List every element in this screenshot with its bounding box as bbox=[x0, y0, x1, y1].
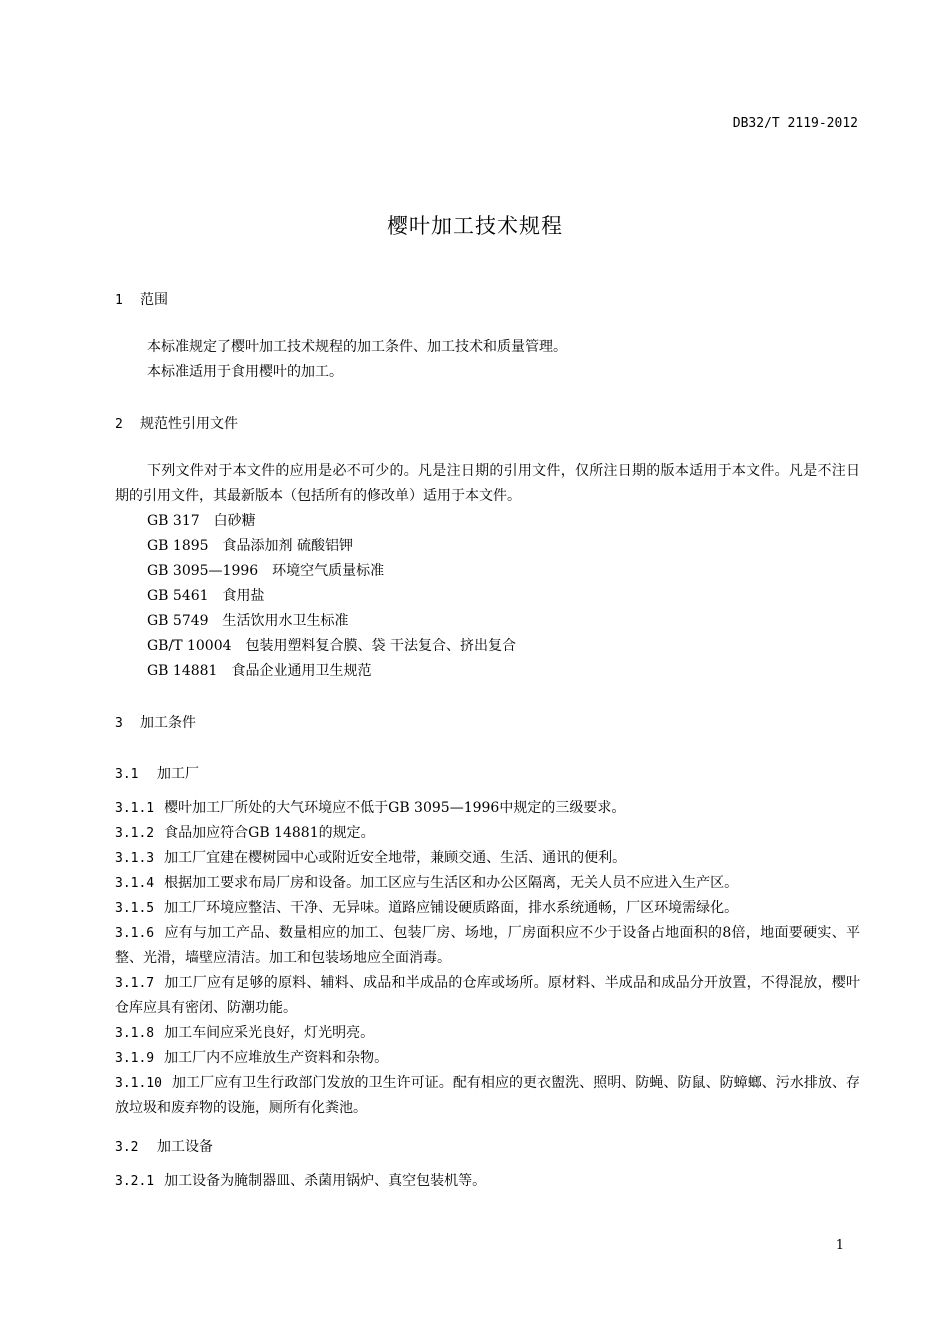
section-heading-3 bbox=[115, 712, 860, 732]
paragraph: 下列文件对于本文件的应用是必不可少的。凡是注日期的引用文件，仅所注日期的版本适用于本文件。凡是不注日期的引用文件，其最新版本（包括所有的修改单）适用于本文件。 bbox=[115, 463, 860, 504]
clause-text: 樱叶加工厂所处的大气环境应不低于GB 3095—1996中规定的三级要求。 bbox=[164, 800, 626, 816]
clause bbox=[115, 796, 860, 821]
reference-item: GB/T 10004 包装用塑料复合膜、袋 干法复合、挤出复合 bbox=[147, 638, 516, 654]
paragraph: 本标准适用于食用樱叶的加工。 bbox=[147, 364, 343, 380]
clause-number: 3.1.2 bbox=[115, 826, 155, 841]
clause-number: 3.1.10 bbox=[115, 1076, 162, 1091]
clause-text: 加工厂环境应整洁、干净、无异味。道路应铺设硬质路面，排水系统通畅，厂区环境需绿化。 bbox=[164, 900, 739, 916]
section-number: 3 bbox=[115, 716, 123, 731]
clause-number: 3.1.9 bbox=[115, 1051, 155, 1066]
clause-text: 加工厂应有足够的原料、辅料、成品和半成品的仓库或场所。原材料、半成品和成品分开放置，不得混放，樱叶仓库应具有密闭、防潮功能。 bbox=[115, 975, 860, 1016]
page-number: 1 bbox=[835, 1238, 844, 1253]
section-title: 加工条件 bbox=[140, 715, 196, 731]
subsection-heading-3-1 bbox=[115, 763, 860, 783]
clause-text: 食品加应符合GB 14881的规定。 bbox=[164, 825, 375, 841]
reference-item: GB 5749 生活饮用水卫生标准 bbox=[147, 613, 349, 629]
document-code: DB32/T 2119-2012 bbox=[732, 116, 858, 131]
section-number: 1 bbox=[115, 293, 123, 308]
section-heading-1 bbox=[115, 289, 860, 309]
clause-text: 加工厂宜建在樱树园中心或附近安全地带，兼顾交通、生活、通讯的便利。 bbox=[164, 850, 627, 866]
clause-number: 3.1.3 bbox=[115, 851, 155, 866]
clause-number: 3.1.8 bbox=[115, 1026, 155, 1041]
clause bbox=[115, 871, 860, 896]
clause bbox=[115, 821, 860, 846]
reference-item: GB 1895 食品添加剂 硫酸铝钾 bbox=[147, 538, 354, 554]
section-title: 范围 bbox=[140, 292, 168, 308]
clause-number: 3.2.1 bbox=[115, 1174, 155, 1189]
clause bbox=[115, 1021, 860, 1046]
reference-item: GB 14881 食品企业通用卫生规范 bbox=[147, 663, 372, 679]
clause-text: 加工车间应采光良好，灯光明亮。 bbox=[164, 1025, 375, 1041]
document-title: 樱叶加工技术规程 bbox=[387, 214, 563, 238]
clause bbox=[115, 846, 860, 871]
clause bbox=[115, 1071, 860, 1121]
section-title: 规范性引用文件 bbox=[140, 416, 238, 432]
clause-number: 3.1.7 bbox=[115, 976, 155, 991]
reference-item: GB 317 白砂糖 bbox=[147, 513, 256, 529]
reference-item: GB 5461 食用盐 bbox=[147, 588, 265, 604]
section-number: 2 bbox=[115, 417, 123, 432]
subsection-title: 加工厂 bbox=[157, 766, 199, 782]
subsection-heading-3-2 bbox=[115, 1136, 860, 1156]
clause bbox=[115, 896, 860, 921]
clause-text: 根据加工要求布局厂房和设备。加工区应与生活区和办公区隔离，无关人员不应进入生产区。 bbox=[164, 875, 739, 891]
clause-number: 3.1.5 bbox=[115, 901, 155, 916]
clause-text: 应有与加工产品、数量相应的加工、包装厂房、场地，厂房面积应不少于设备占地面积的8倍，地面要硬实、平整、光滑，墙壁应清洁。加工和包装场地应全面消毒。 bbox=[115, 925, 860, 966]
clause-text: 加工厂应有卫生行政部门发放的卫生许可证。配有相应的更衣盥洗、照明、防蝇、防鼠、防蟑螂、污水排放、存放垃圾和废弃物的设施，厕所有化粪池。 bbox=[115, 1075, 860, 1116]
clause bbox=[115, 1169, 860, 1194]
paragraph: 本标准规定了樱叶加工技术规程的加工条件、加工技术和质量管理。 bbox=[147, 339, 567, 355]
subsection-number: 3.2 bbox=[115, 1140, 139, 1155]
clause-text: 加工厂内不应堆放生产资料和杂物。 bbox=[164, 1050, 389, 1066]
subsection-title: 加工设备 bbox=[157, 1139, 213, 1155]
clause-number: 3.1.6 bbox=[115, 926, 155, 941]
clause-number: 3.1.1 bbox=[115, 801, 155, 816]
clause-text: 加工设备为腌制器皿、杀菌用锅炉、真空包装机等。 bbox=[164, 1173, 487, 1189]
reference-item: GB 3095—1996 环境空气质量标准 bbox=[147, 563, 385, 579]
section-heading-2 bbox=[115, 413, 860, 433]
clause bbox=[115, 1046, 860, 1071]
clause bbox=[115, 921, 860, 971]
clause-number: 3.1.4 bbox=[115, 876, 155, 891]
clause bbox=[115, 971, 860, 1021]
subsection-number: 3.1 bbox=[115, 767, 139, 782]
